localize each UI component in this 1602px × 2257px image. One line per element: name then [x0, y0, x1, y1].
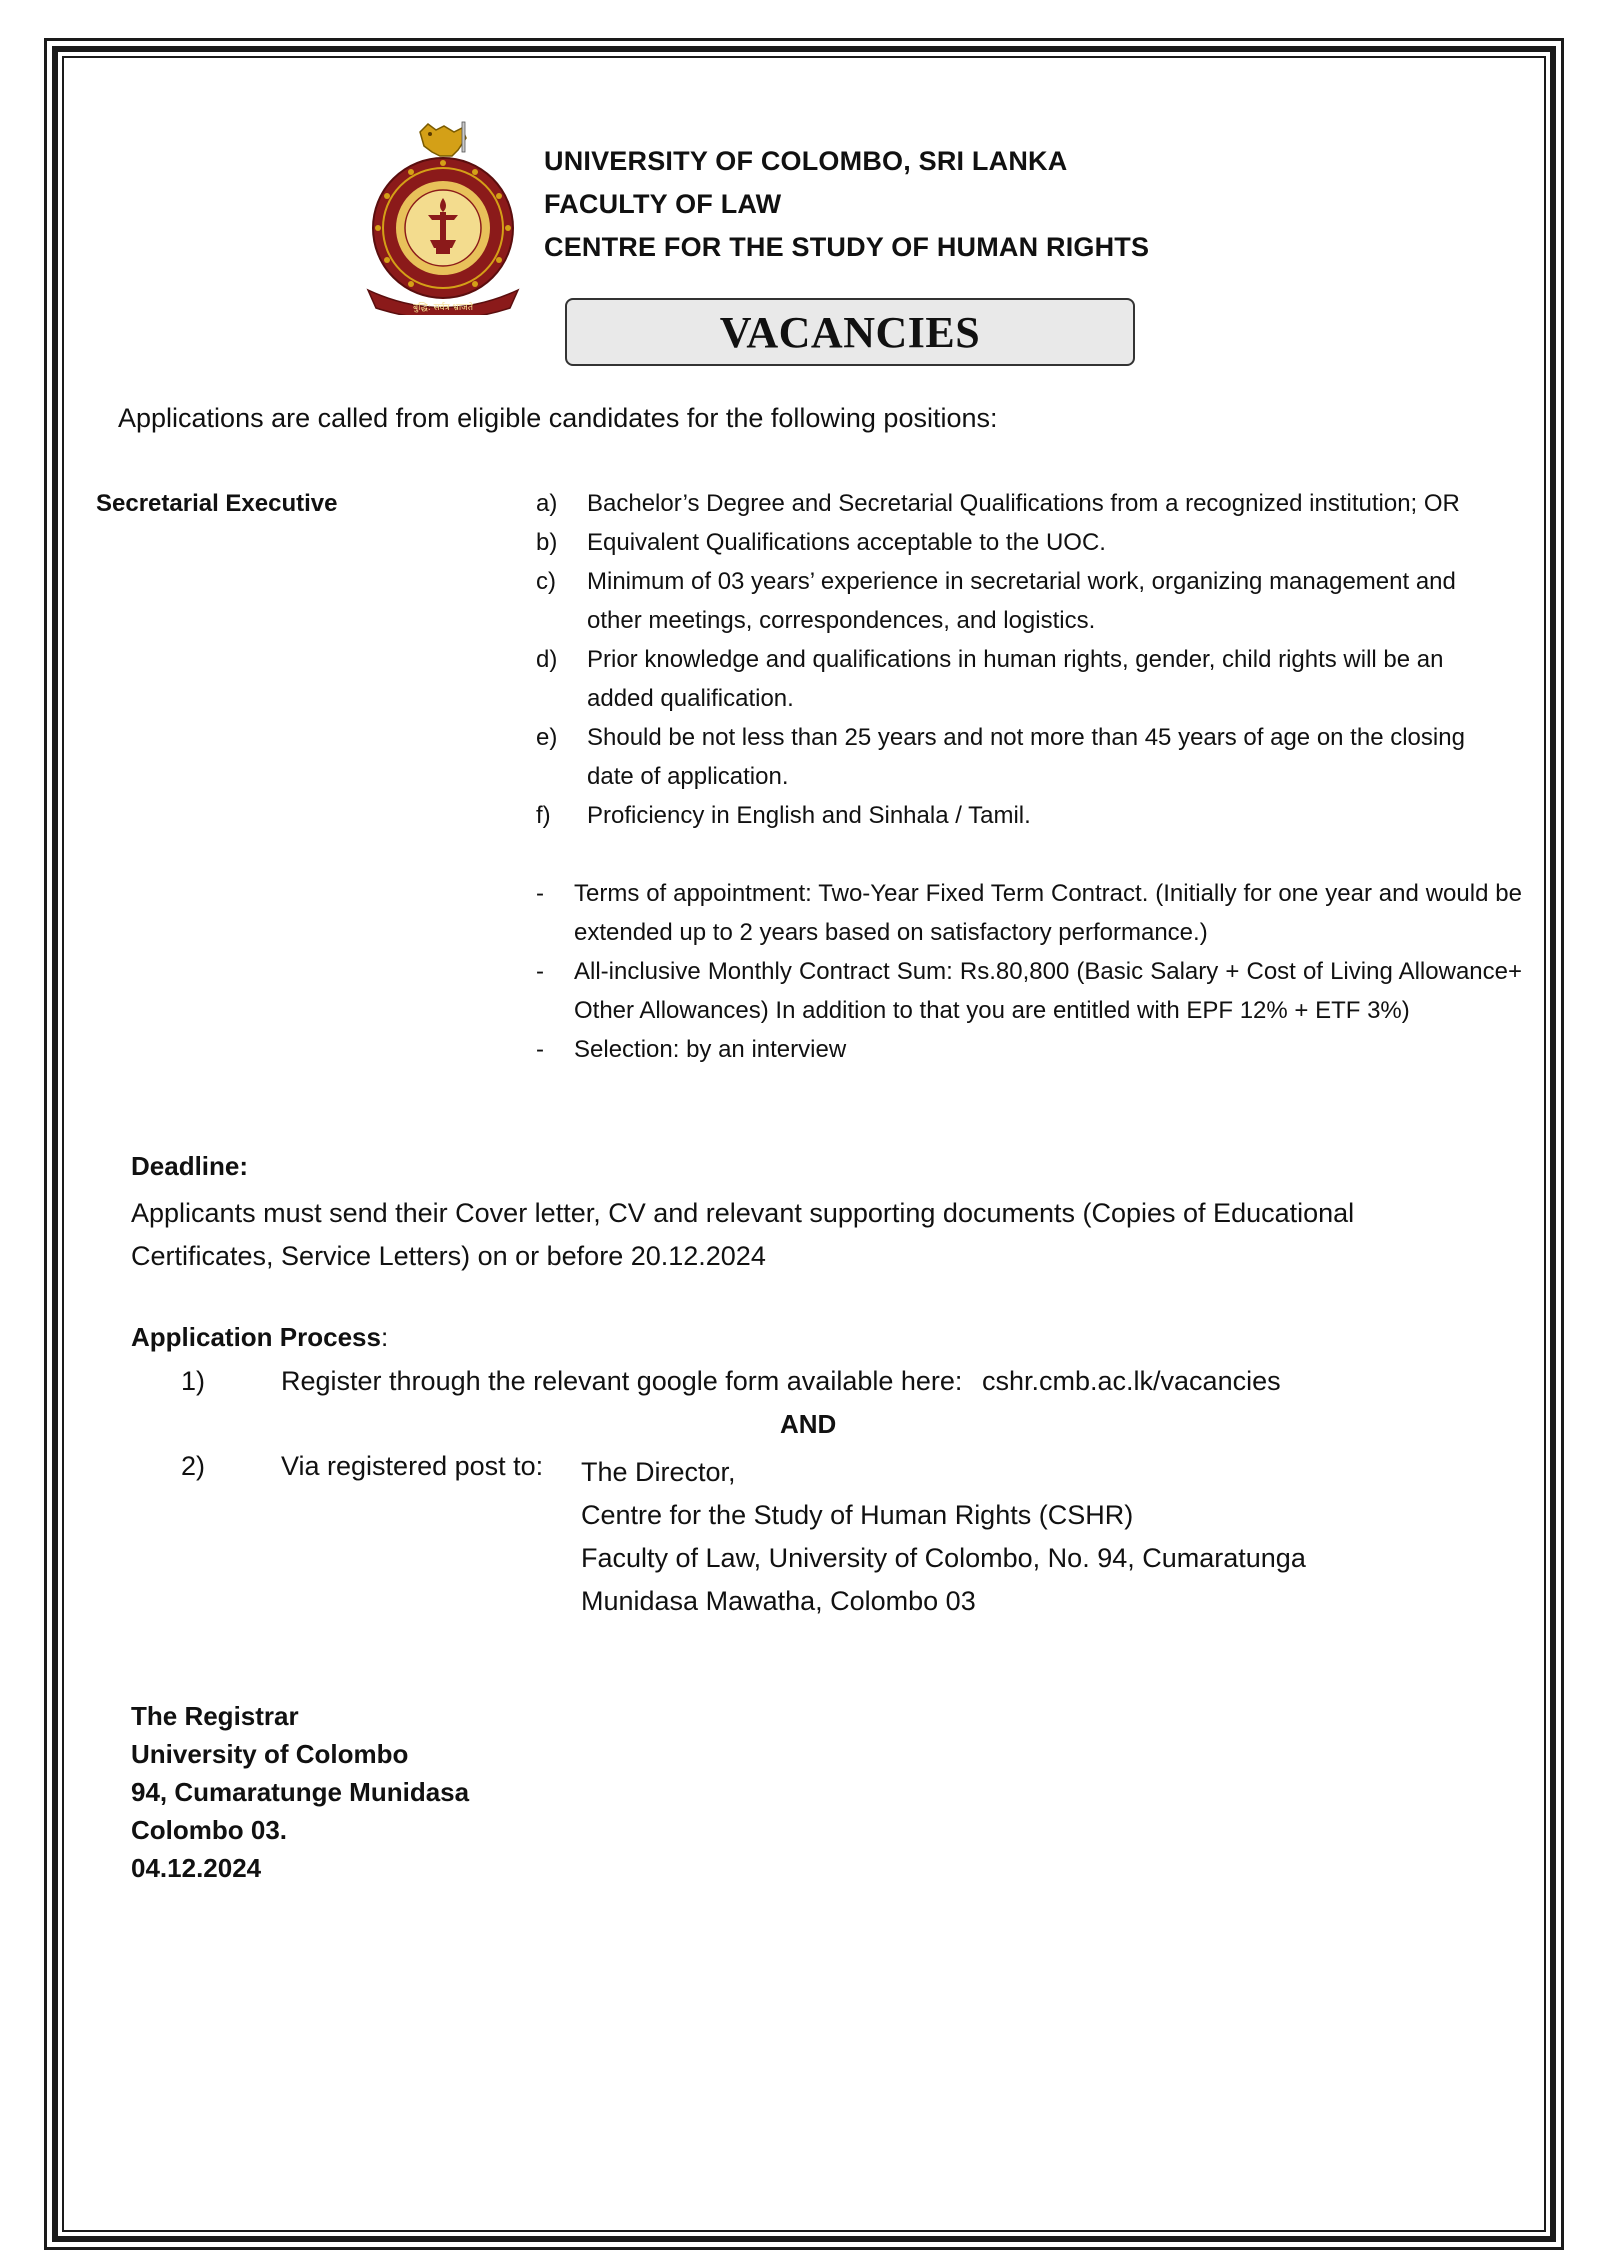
- header-university: UNIVERSITY OF COLOMBO, SRI LANKA: [544, 146, 1068, 176]
- requirement-text: Minimum of 03 years’ experience in secretarial work, organizing management and other meetings, correspondences, and logistics.: [587, 568, 1456, 634]
- vacancies-title: VACANCIES: [565, 298, 1135, 366]
- signature-line: 94, Cumaratunge Munidasa: [131, 1777, 470, 1807]
- signature-line: University of Colombo: [131, 1739, 409, 1769]
- position-title: Secretarial Executive: [96, 490, 338, 517]
- university-crest-logo: [358, 120, 528, 315]
- requirement-letter: f): [536, 802, 551, 829]
- requirement-letter: a): [536, 490, 558, 517]
- step-1-number: 1): [181, 1366, 206, 1396]
- terms-item: [536, 952, 1522, 1030]
- signature-line: Colombo 03.: [131, 1815, 288, 1845]
- requirement-text: Bachelor’s Degree and Secretarial Qualifications from a recognized institution; OR: [587, 490, 1460, 517]
- requirement-letter: e): [536, 724, 558, 751]
- step-2-text: Via registered post to:: [281, 1451, 544, 1481]
- requirement-text: Proficiency in English and Sinhala / Tamil.: [587, 802, 1031, 829]
- requirement-letter: d): [536, 646, 558, 673]
- terms-bullet: -: [536, 958, 544, 985]
- intro-text: Applications are called from eligible candidates for the following positions:: [118, 403, 998, 433]
- requirement-item: [536, 523, 1496, 562]
- deadline-text: Applicants must send their Cover letter, CV and relevant supporting documents (Copies of Educational Certificates, Service Letters) on or before 20.12.2024: [131, 1198, 1355, 1271]
- step-2-number: 2): [181, 1451, 206, 1481]
- requirement-text: Equivalent Qualifications acceptable to the UOC.: [587, 529, 1106, 556]
- terms-bullet: -: [536, 1036, 544, 1063]
- header-faculty: FACULTY OF LAW: [544, 189, 782, 219]
- lion-emblem-icon: [420, 122, 466, 156]
- terms-list: [536, 874, 1522, 1069]
- application-process-label: Application Process: [131, 1322, 381, 1352]
- signature-line: The Registrar: [131, 1701, 299, 1731]
- address-line: Centre for the Study of Human Rights (CSHR): [581, 1500, 1134, 1530]
- step-1-text: Register through the relevant google form available here:: [281, 1366, 963, 1396]
- address-line: Munidasa Mawatha, Colombo 03: [581, 1586, 976, 1616]
- deadline-heading: Deadline:: [131, 1151, 249, 1181]
- application-process-colon: :: [380, 1322, 389, 1352]
- requirement-item: [536, 640, 1496, 718]
- registrar-signature-block: [131, 1697, 469, 1887]
- requirement-item: [536, 718, 1496, 796]
- requirement-item: [536, 484, 1496, 523]
- requirement-item: [536, 562, 1496, 640]
- and-label: AND: [780, 1409, 837, 1439]
- terms-text: Terms of appointment: Two-Year Fixed Term Contract. (Initially for one year and would be extended up to 2 years based on satisfactory performance.): [574, 880, 1522, 946]
- terms-text: Selection: by an interview: [574, 1036, 847, 1063]
- institution-header: [544, 140, 1149, 269]
- requirements-list: [536, 484, 1496, 835]
- terms-text: All-inclusive Monthly Contract Sum: Rs.80,800 (Basic Salary + Cost of Living Allowance+ Other Allowances) In addition to that you are entitled with EPF 12% + ETF 3%): [574, 958, 1522, 1024]
- application-process-heading: [131, 1322, 388, 1353]
- terms-item: [536, 1030, 1522, 1069]
- signature-date: 04.12.2024: [131, 1853, 262, 1883]
- postal-address: [581, 1451, 1306, 1623]
- requirement-letter: b): [536, 529, 558, 556]
- logo-motto-text: बुद्धि: सर्वत्र भ्राजते: [413, 303, 473, 313]
- google-form-link[interactable]: cshr.cmb.ac.lk/vacancies: [982, 1366, 1281, 1396]
- page-border-inner: [62, 56, 1546, 2232]
- requirement-text: Prior knowledge and qualifications in human rights, gender, child rights will be an added qualification.: [587, 646, 1444, 712]
- header-centre: CENTRE FOR THE STUDY OF HUMAN RIGHTS: [544, 232, 1150, 262]
- address-line: Faculty of Law, University of Colombo, No. 94, Cumaratunga: [581, 1543, 1306, 1573]
- address-line: The Director,: [581, 1457, 736, 1487]
- terms-item: [536, 874, 1522, 952]
- terms-bullet: -: [536, 880, 544, 907]
- requirement-letter: c): [536, 568, 556, 595]
- requirement-item: [536, 796, 1496, 835]
- requirement-text: Should be not less than 25 years and not more than 45 years of age on the closing date of application.: [587, 724, 1465, 790]
